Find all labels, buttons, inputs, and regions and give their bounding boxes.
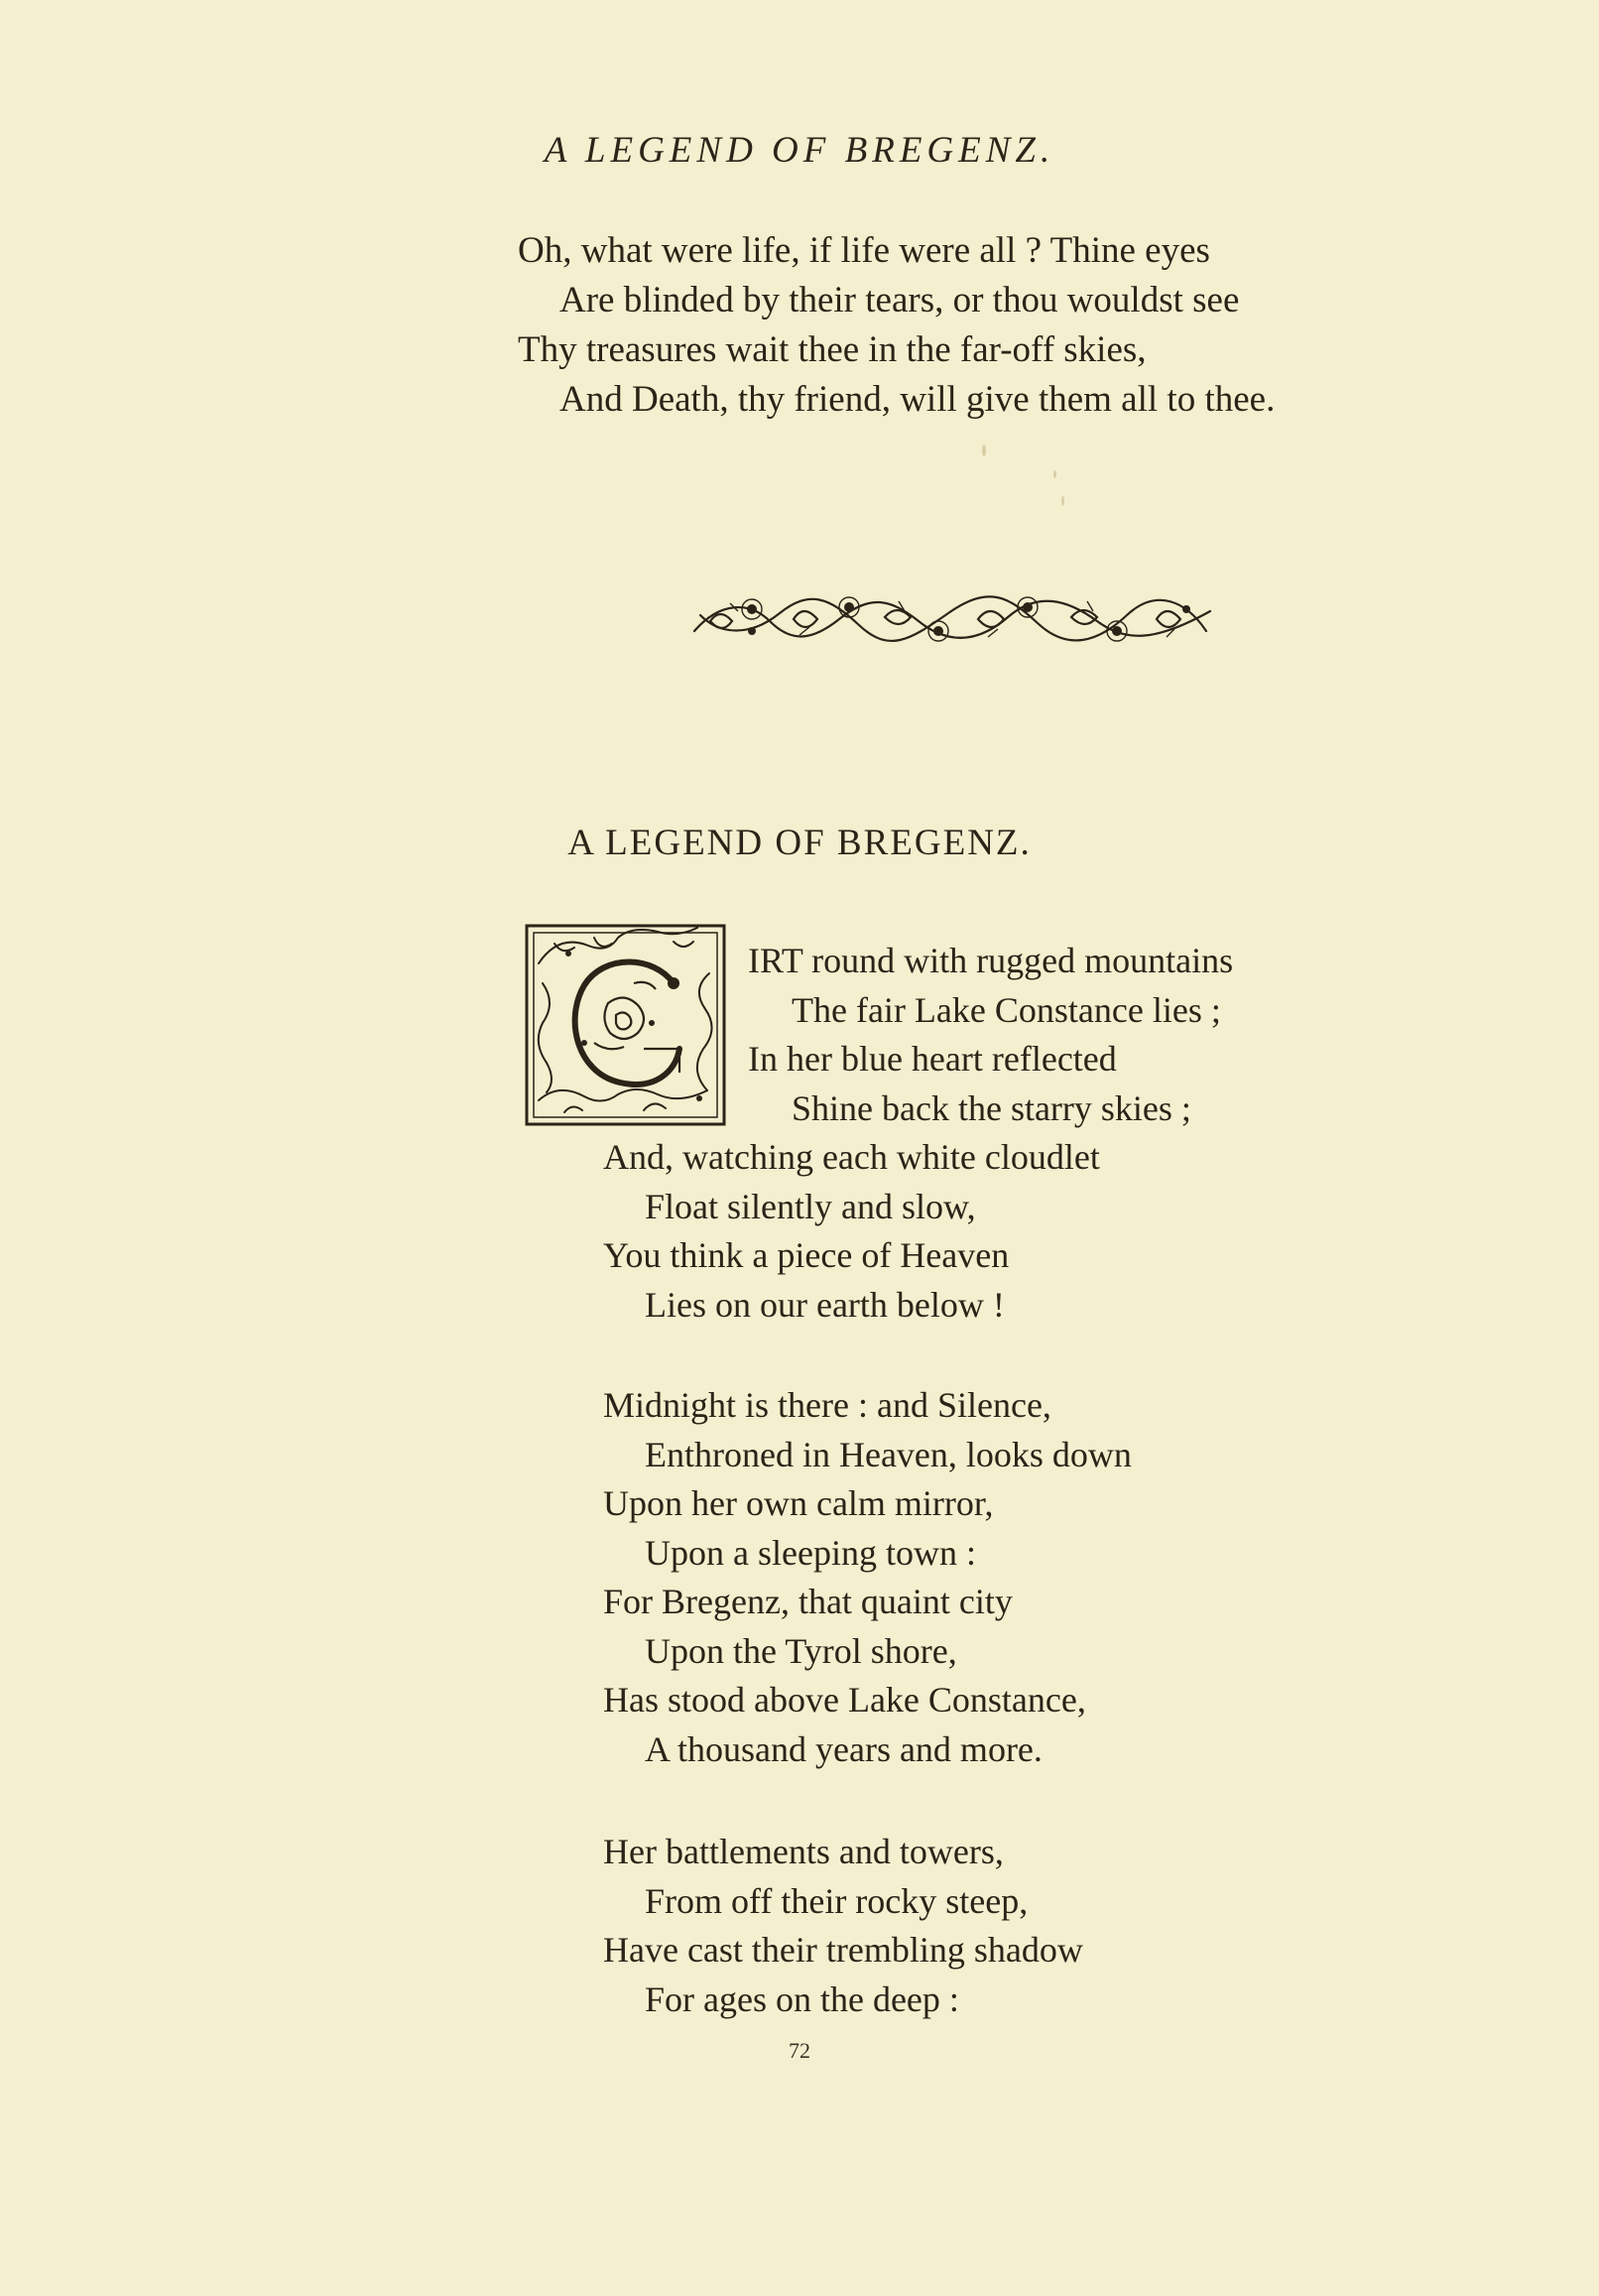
poem-line: For Bregenz, that quaint city: [603, 1582, 1013, 1621]
poem-line: And, watching each white cloudlet: [603, 1137, 1100, 1177]
paper-speck: [982, 445, 986, 456]
poem-line: In her blue heart reflected: [748, 1039, 1117, 1079]
poem-line: Shine back the starry skies ;: [792, 1087, 1191, 1128]
floral-vine-ornament-icon: [690, 591, 1214, 649]
stanza-3: [603, 1828, 1083, 2024]
paper-speck: [1053, 470, 1056, 478]
stanza-1-continued: [603, 1133, 1100, 1330]
poem-line: Are blinded by their tears, or thou wouldst see: [559, 280, 1240, 320]
poem-line: Enthroned in Heaven, looks down: [645, 1434, 1132, 1474]
poem-line: And Death, thy friend, will give them all to thee.: [559, 379, 1276, 420]
poem-title: A LEGEND OF BREGENZ.: [567, 823, 1032, 863]
poem-line: Upon a sleeping town :: [645, 1532, 976, 1573]
poem-line: Lies on our earth below !: [645, 1284, 1005, 1325]
poem-line: A thousand years and more.: [645, 1728, 1043, 1769]
running-head: A LEGEND OF BREGENZ.: [544, 130, 1055, 171]
poem-line: Has stood above Lake Constance,: [603, 1680, 1086, 1720]
top-stanza: [518, 226, 1275, 425]
poem-line: The fair Lake Constance lies ;: [792, 989, 1221, 1030]
poem-line: Her battlements and towers,: [603, 1832, 1004, 1871]
poem-line: Upon the Tyrol shore,: [645, 1630, 957, 1671]
poem-line: From off their rocky steep,: [645, 1880, 1029, 1921]
poem-line: For ages on the deep :: [645, 1978, 959, 2019]
stanza-2: [603, 1381, 1132, 1774]
poem-line: Have cast their trembling shadow: [603, 1930, 1083, 1970]
stanza-1-beside-initial: [748, 937, 1233, 1133]
page-number: 72: [789, 2038, 810, 2063]
paper-speck: [1061, 496, 1064, 506]
poem-line: Oh, what were life, if life were all ? Thine eyes: [518, 230, 1210, 271]
poem-line: You think a piece of Heaven: [603, 1235, 1010, 1275]
poem-line: Thy treasures wait thee in the far-off skies,: [518, 329, 1147, 370]
poem-line: Float silently and slow,: [645, 1186, 976, 1226]
poem-line: IRT round with rugged mountains: [748, 941, 1234, 980]
poem-line: Midnight is there : and Silence,: [603, 1385, 1051, 1425]
ornamental-initial-g-icon: [525, 924, 726, 1126]
poem-line: Upon her own calm mirror,: [603, 1483, 994, 1523]
